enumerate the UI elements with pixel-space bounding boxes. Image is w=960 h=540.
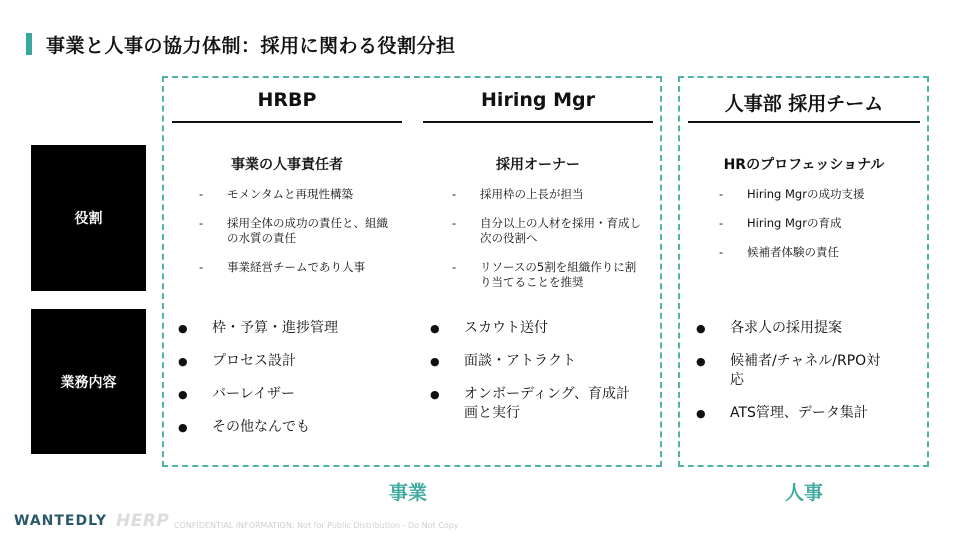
list-item: ● オンボーディング、育成計画と実行 [430,385,642,423]
list-item: ● 枠・予算・進捗管理 [178,319,398,338]
wantedly-logo: WANTEDLY [14,513,107,529]
role-title-hiring-mgr: 採用オーナー [496,157,580,173]
role-title-hrbp: 事業の人事責任者 [231,157,343,173]
list-item: ● 候補者/チャネル/RPO対応 [696,352,892,390]
row-label-work: 業務内容 [31,309,146,454]
list-item: ● その他なんでも [178,418,398,437]
work-list-hrbp [178,319,398,451]
list-item: ● バーレイザー [178,385,398,404]
list-item: - 事業経営チームであり人事 [199,260,397,275]
list-item: - Hiring Mgrの育成 [719,216,914,231]
column-header-hiring-mgr: Hiring Mgr [481,89,595,111]
role-list-hiring-mgr [452,187,642,304]
column-header-hrbp: HRBP [257,89,317,111]
work-list-hiring-mgr [430,319,642,437]
column-header-underline [423,121,653,123]
title-accent-bar [26,33,32,55]
list-item: ● 各求人の採用提案 [696,319,892,338]
column-header-underline [688,121,920,123]
list-item: - Hiring Mgrの成功支援 [719,187,914,202]
confidential-notice: CONFIDENTIAL INFORMATION: Not for Public Distribution - Do Not Copy [174,521,459,530]
list-item: - 自分以上の人材を採用・育成し次の役割へ [452,216,642,246]
list-item: - 採用枠の上長が担当 [452,187,642,202]
role-list-hrbp [199,187,397,289]
list-item: ● スカウト送付 [430,319,642,338]
list-item: - モメンタムと再現性構築 [199,187,397,202]
role-title-hr-team: HRのプロフェッショナル [723,157,885,173]
list-item: ● プロセス設計 [178,352,398,371]
group-label-business: 事業 [388,482,427,504]
work-list-hr-team [696,319,892,437]
herp-logo: HERP [116,511,170,531]
column-header-hr-team: 人事部 採用チーム [724,93,884,115]
column-header-underline [172,121,402,123]
list-item: ● 面談・アトラクト [430,352,642,371]
row-label-role: 役割 [31,145,146,291]
group-label-hr: 人事 [784,482,823,504]
role-list-hr-team [719,187,914,274]
list-item: - 候補者体験の責任 [719,245,914,260]
list-item: ● ATS管理、データ集計 [696,404,892,423]
list-item: - 採用全体の成功の責任と、組織の水質の責任 [199,216,397,246]
page-title: 事業と人事の協力体制：採用に関わる役割分担 [46,35,456,57]
list-item: - リソースの5割を組織作りに割り当てることを推奨 [452,260,642,290]
